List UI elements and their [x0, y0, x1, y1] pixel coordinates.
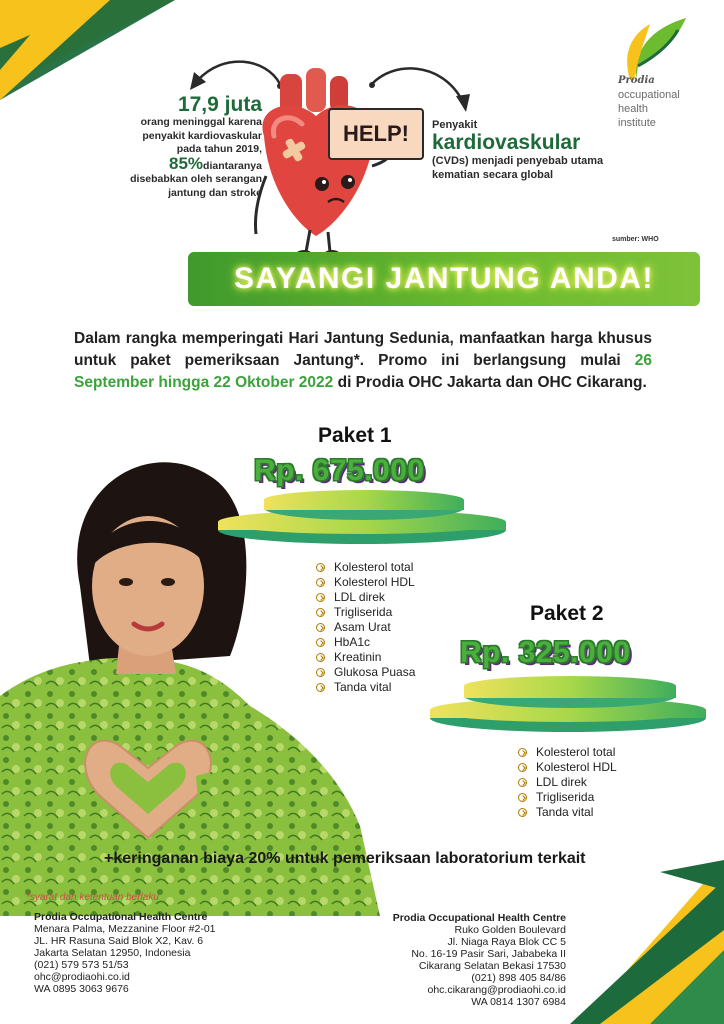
chevron-circle-icon: [518, 808, 527, 817]
stat-right: [432, 118, 622, 182]
address-cikarang: [360, 912, 566, 1008]
chevron-circle-icon: [518, 748, 527, 757]
paket1-price: Rp. 675.000: [254, 454, 425, 487]
help-sign: [328, 108, 424, 160]
chevron-circle-icon: [316, 668, 325, 677]
chevron-circle-icon: [316, 653, 325, 662]
headline-banner: [188, 252, 700, 306]
stat-right-pre: Penyakit: [432, 119, 478, 131]
help-sign-text: HELP!: [343, 121, 409, 146]
paket1-title: Paket 1: [318, 424, 392, 447]
list-item: Trigliserida: [316, 605, 415, 620]
list-item: Asam Urat: [316, 620, 415, 635]
terms-note: *syarat dan ketentuan berlaku: [26, 892, 159, 903]
paket1-list: [316, 560, 415, 695]
chevron-circle-icon: [316, 623, 325, 632]
intro-part2: di Prodia OHC Jakarta dan OHC Cikarang.: [333, 374, 647, 391]
address-cikarang-phone: (021) 898 405 84/86: [471, 972, 566, 984]
list-item: Kolesterol HDL: [316, 575, 415, 590]
intro-paragraph: [74, 328, 652, 394]
address-jakarta-wa: WA 0895 3063 9676: [34, 983, 129, 995]
list-item: Kreatinin: [316, 650, 415, 665]
chevron-circle-icon: [316, 593, 325, 602]
list-item: Tanda vital: [316, 680, 415, 695]
address-jakarta-email[interactable]: ohc@prodiaohi.co.id: [34, 971, 130, 983]
address-cikarang-line: No. 16-19 Pasir Sari, Jababeka II: [411, 948, 566, 960]
logo-line-1: occupational: [618, 89, 680, 101]
logo-line-3: institute: [618, 117, 656, 129]
logo-line-2: health: [618, 103, 648, 115]
discount-note: +keringanan biaya 20% untuk pemeriksaan laboratorium terkait: [104, 850, 586, 867]
address-cikarang-line: Ruko Golden Boulevard: [454, 924, 566, 936]
headline-text: SAYANGI JANTUNG ANDA!: [234, 262, 654, 295]
intro-date: 26 September hingga 22 Oktober 2022: [74, 352, 652, 391]
list-item: Trigliserida: [518, 790, 617, 805]
chevron-circle-icon: [518, 763, 527, 772]
paket2-podium: [426, 674, 710, 738]
list-item: LDL direk: [518, 775, 617, 790]
heart-mascot-illustration: [244, 66, 424, 256]
address-cikarang-line: Jl. Niaga Raya Blok CC 5: [447, 936, 566, 948]
paket2-title: Paket 2: [530, 602, 604, 625]
stat-left: [120, 94, 262, 200]
source-note: sumber: WHO: [612, 236, 659, 243]
address-jakarta-name: Prodia Occupational Health Centre: [34, 911, 208, 923]
intro-part1: Dalam rangka memperingati Hari Jantung Sedunia, manfaatkan harga khusus untuk paket pemeriksaan Jantung*. Promo ini berlangsung mulai: [74, 330, 652, 369]
paket2-price: Rp. 325.000: [460, 636, 631, 669]
stat-left-text1: orang meninggal karena penyakit kardiovaskular pada tahun 2019,: [140, 116, 262, 155]
address-jakarta-line: JL. HR Rasuna Said Blok X2, Kav. 6: [34, 935, 204, 947]
bottom-right-decoration: [560, 860, 724, 1024]
chevron-circle-icon: [316, 578, 325, 587]
address-cikarang-wa: WA 0814 1307 6984: [471, 996, 566, 1008]
address-jakarta-line: Menara Palma, Mezzanine Floor #2-01: [34, 923, 216, 935]
chevron-circle-icon: [518, 793, 527, 802]
logo-text: [618, 74, 718, 130]
list-item: HbA1c: [316, 635, 415, 650]
list-item: Kolesterol total: [316, 560, 415, 575]
list-item: Tanda vital: [518, 805, 617, 820]
logo-brand: Prodia: [618, 75, 655, 86]
address-cikarang-email[interactable]: ohc.cikarang@prodiaohi.co.id: [427, 984, 566, 996]
list-item: Kolesterol HDL: [518, 760, 617, 775]
stat-left-text2: diantaranya disebabkan oleh serangan jantung dan stroke: [130, 159, 262, 199]
stat-left-pct: 85%: [169, 153, 204, 173]
address-jakarta-phone: (021) 579 573 51/53: [34, 959, 129, 971]
chevron-circle-icon: [316, 638, 325, 647]
stat-left-big: 17,9 juta: [177, 93, 262, 116]
chevron-circle-icon: [518, 778, 527, 787]
address-jakarta-line: Jakarta Selatan 12950, Indonesia: [34, 947, 191, 959]
stat-right-text: (CVDs) menjadi penyebab utama kematian secara global: [432, 155, 604, 181]
address-cikarang-name: Prodia Occupational Health Centre: [392, 912, 566, 924]
list-item: LDL direk: [316, 590, 415, 605]
paket1-podium: [214, 490, 510, 550]
list-item: Kolesterol total: [518, 745, 617, 760]
stat-right-big: kardiovaskular: [432, 131, 581, 154]
chevron-circle-icon: [316, 683, 325, 692]
list-item: Glukosa Puasa: [316, 665, 415, 680]
address-jakarta: [26, 892, 236, 995]
top-left-decoration: [0, 0, 180, 100]
chevron-circle-icon: [316, 563, 325, 572]
prodia-leaf-logo-icon: [616, 14, 688, 82]
address-cikarang-line: Cikarang Selatan Bekasi 17530: [418, 960, 566, 972]
paket2-list: [518, 745, 617, 820]
chevron-circle-icon: [316, 608, 325, 617]
